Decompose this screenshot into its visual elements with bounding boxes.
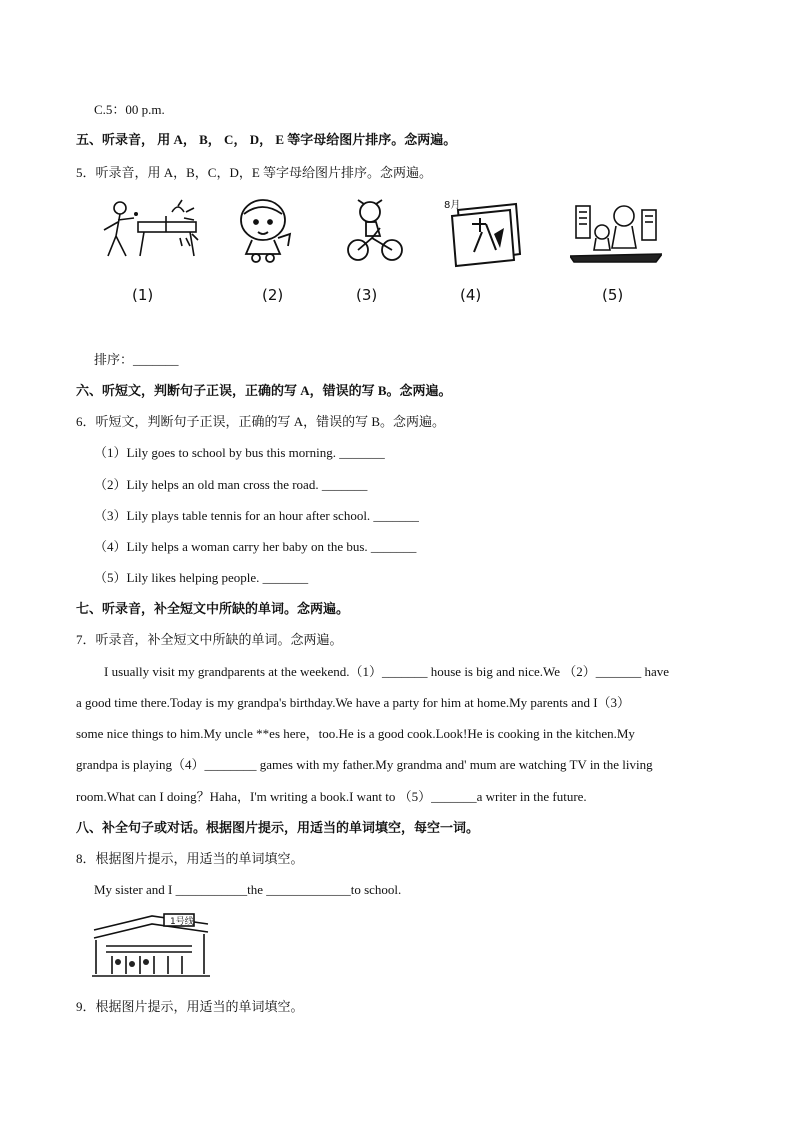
family-picture [570,198,662,264]
caption-5: (5) [602,286,624,304]
bicycle-picture [344,198,406,264]
section-5-header: 五、听录音， 用 A， B， C， D， E 等字母给图片排序。念两遍。 [76,132,457,147]
caption-2: (2) [262,286,284,304]
ordering-answer: 排序：_______ [94,352,179,367]
section-7-header: 七、听录音，补全短文中所缺的单词。念两遍。 [76,601,350,616]
picture-row [90,192,690,312]
section-8-header: 八、补全句子或对话。根据图片提示，用适当的单词填空，每空一词。 [76,820,480,835]
caption-4: (4) [460,286,482,304]
question-6: 6．听短文，判断句子正误，正确的写 A，错误的写 B。念两遍。 [76,414,446,429]
section-6-header: 六、听短文，判断句子正误，正确的写 A，错误的写 B。念两遍。 [76,383,452,398]
fill-in-sentence: My sister and I ___________the _____________to school. [94,882,402,897]
passage-line-5: room.What can I doing？Haha，I'm writing a book.I want to （5）_______a writer in the future. [76,789,587,804]
caption-1: (1) [132,286,154,304]
question-9: 9．根据图片提示，用适当的单词填空。 [76,999,304,1014]
girl-picture [230,196,300,268]
true-false-item-5: （5）Lily likes helping people. _______ [94,570,309,585]
calendar-month-label: 8月 [444,200,461,211]
passage-line-2: a good time there.Today is my grandpa's birthday.We have a party for him at home.My parents and I（3） [76,695,631,710]
option-c: C.5：00 p.m. [94,102,165,117]
passage-line-4: grandpa is playing（4）________ games with my father.My grandma and' mum are watching TV in the living [76,757,653,772]
metro-sign-label: 1号线 [170,917,194,927]
table-tennis-picture [96,194,206,272]
true-false-item-3: （3）Lily plays table tennis for an hour after school. _______ [94,508,419,523]
passage-line-3: some nice things to him.My uncle **es here，too.He is a good cook.Look!He is cooking in the kitchen.My [76,726,635,741]
question-8: 8．根据图片提示，用适当的单词填空。 [76,851,304,866]
true-false-item-2: （2）Lily helps an old man cross the road. _______ [94,477,368,492]
true-false-item-1: （1）Lily goes to school by bus this morning. _______ [94,445,385,460]
true-false-item-4: （4）Lily helps a woman carry her baby on the bus. _______ [94,539,417,554]
passage-line-1: I usually visit my grandparents at the weekend.（1）_______ house is big and nice.We （2）_______ have [104,664,670,679]
calendar-picture [442,194,528,268]
caption-3: (3) [356,286,378,304]
question-5: 5．听录音，用 A，B，C，D，E 等字母给图片排序。念两遍。 [76,165,433,180]
metro-station-picture [92,912,210,980]
question-7: 7．听录音，补全短文中所缺的单词。念两遍。 [76,632,343,647]
